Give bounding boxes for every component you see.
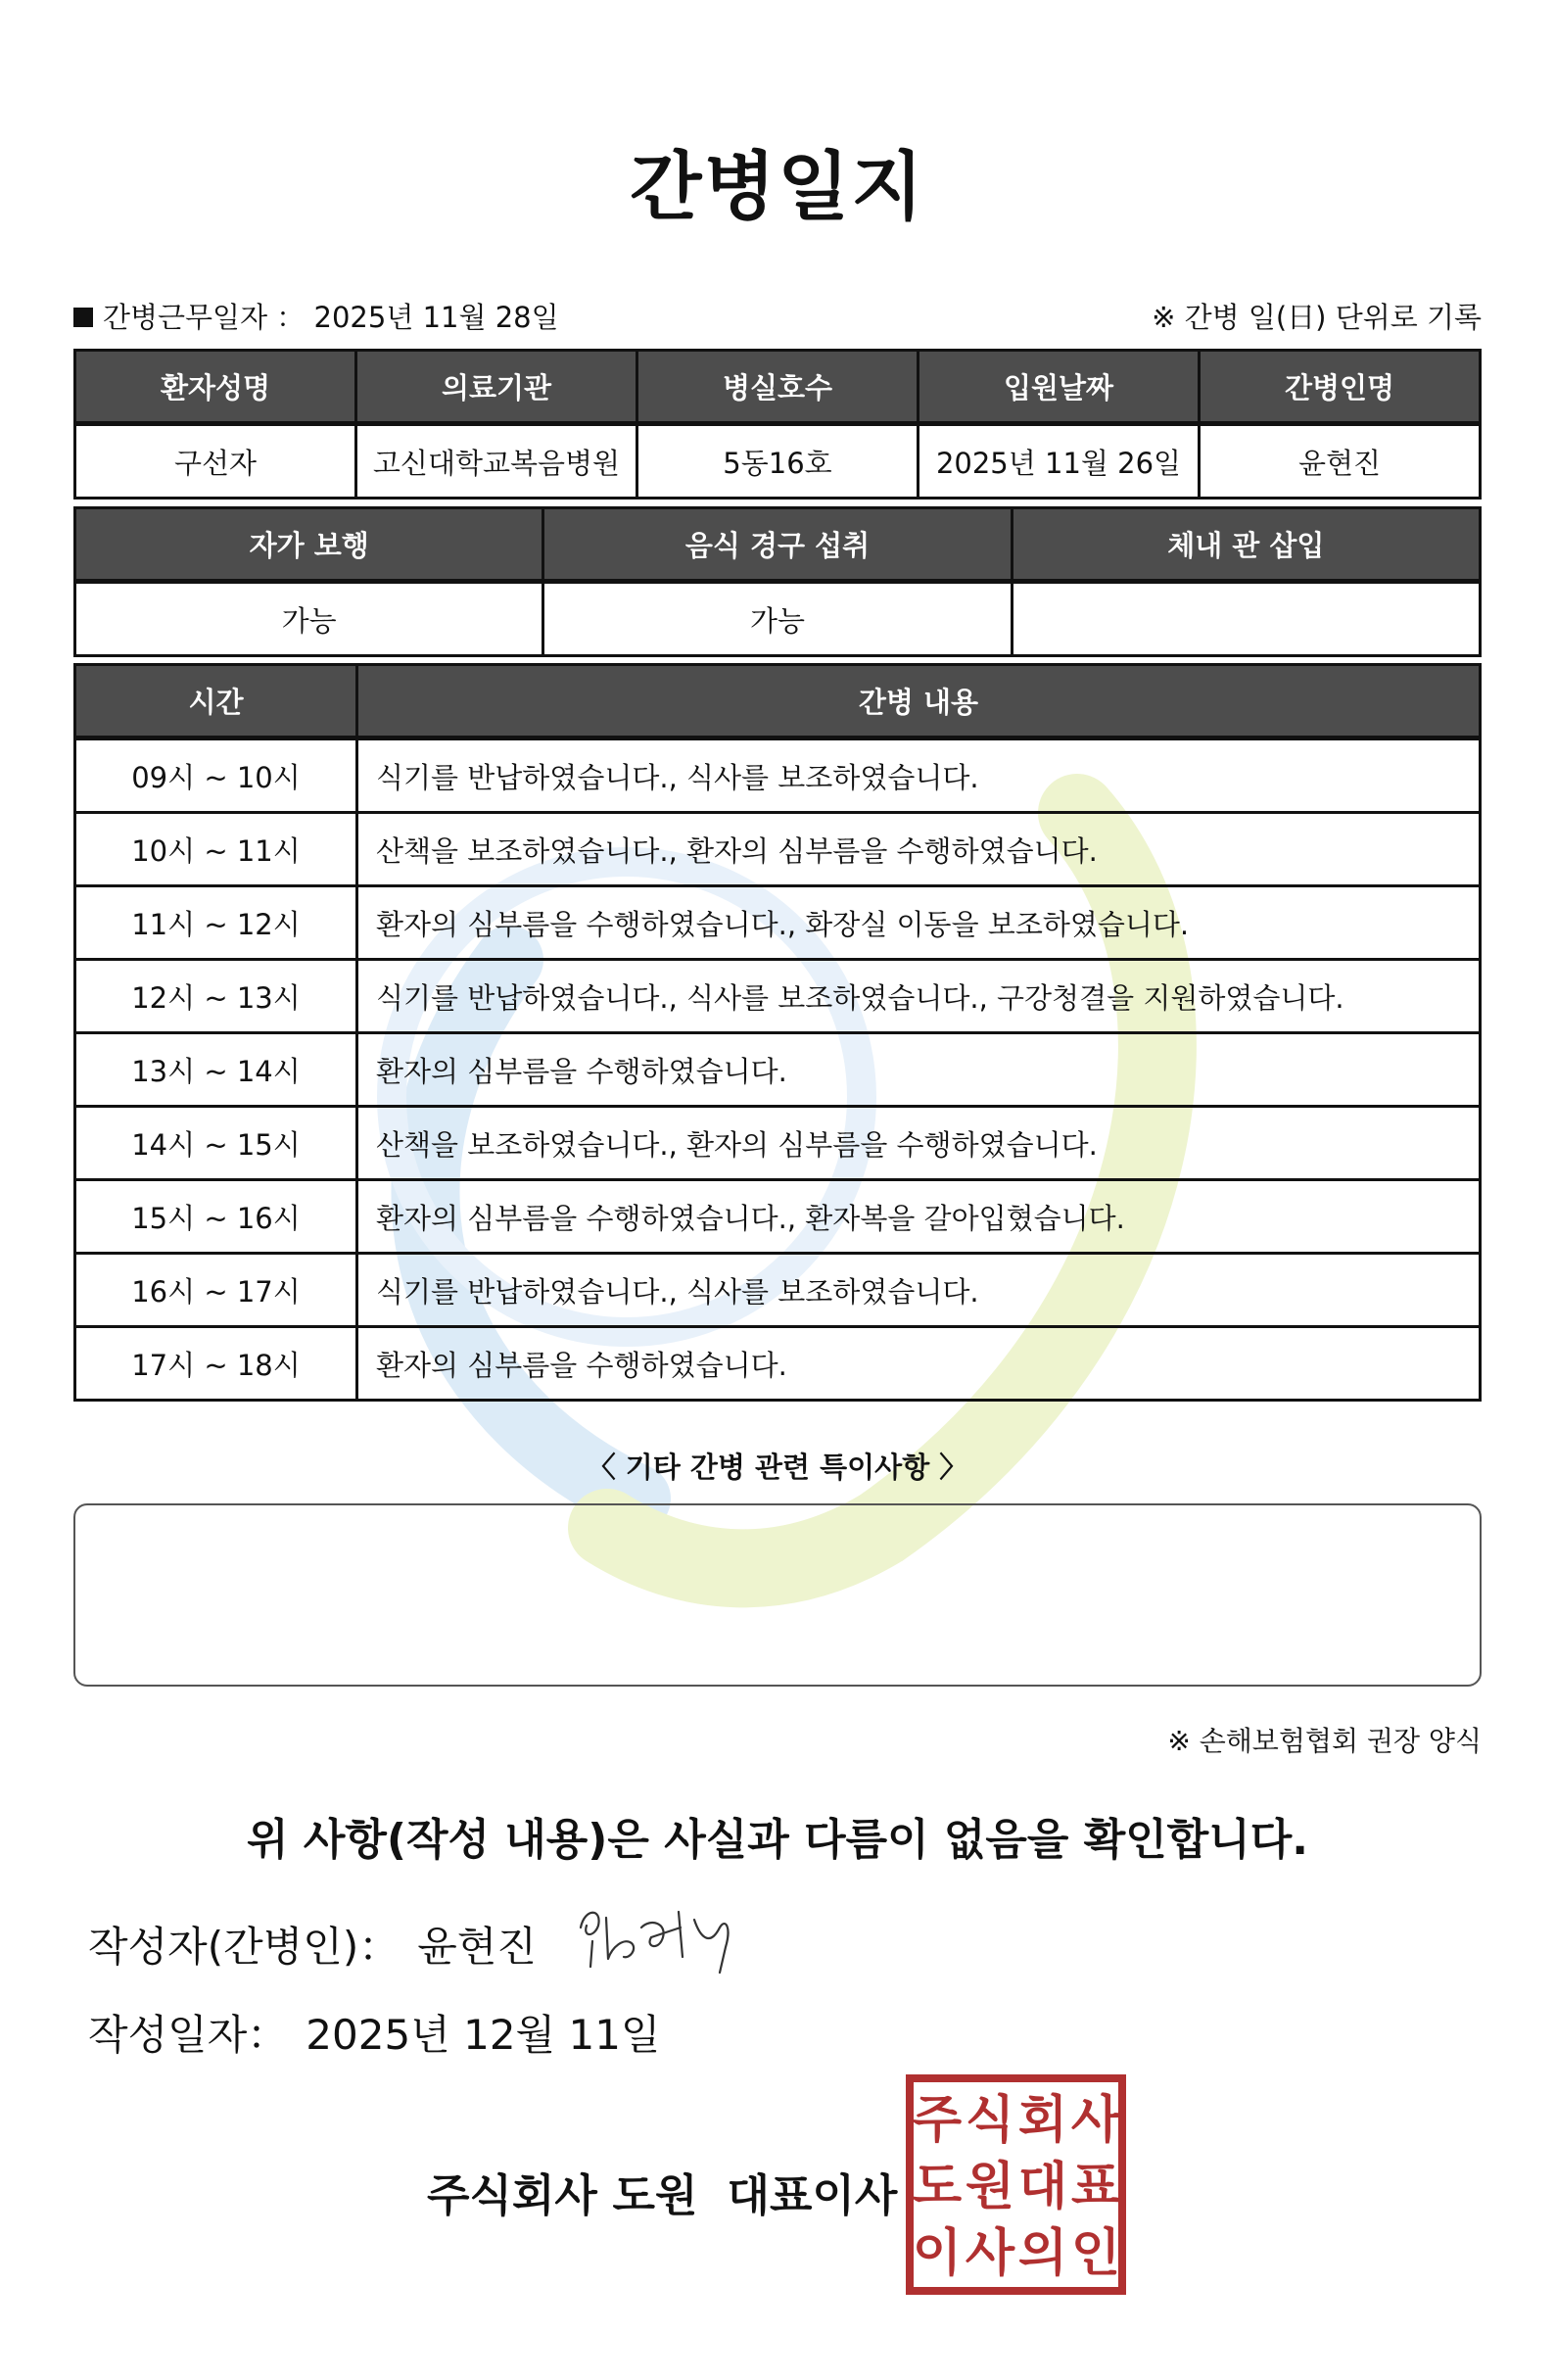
seal-glyph: 원 — [965, 2158, 1015, 2216]
table-row — [75, 1254, 1481, 1327]
square-bullet-icon — [73, 308, 93, 327]
header-care-content: 간병 내용 — [357, 665, 1481, 738]
header-hospital: 의료기관 — [356, 351, 637, 424]
row-time: 12시 ~ 13시 — [75, 960, 357, 1033]
seal-glyph: 사 — [1070, 2091, 1121, 2150]
unit-note: ※ 간병 일(日) 단위로 기록 — [1152, 301, 1482, 334]
work-date-label: 간병근무일자 ： — [103, 301, 306, 334]
header-patient-name: 환자성명 — [75, 351, 356, 424]
writer-line — [88, 1915, 537, 1974]
written-date-line — [88, 2003, 661, 2062]
row-time: 13시 ~ 14시 — [75, 1033, 357, 1107]
company-name: 주식회사 도원 — [427, 2169, 698, 2221]
table-row — [75, 1327, 1481, 1401]
seal-glyph: 사 — [965, 2224, 1015, 2283]
notes-box — [73, 1503, 1482, 1687]
written-date-value: 2025년 12월 11일 — [306, 2011, 661, 2059]
table-row — [75, 813, 1481, 886]
table-row — [75, 886, 1481, 960]
written-date-label: 작성일자： — [88, 2011, 289, 2059]
table-row — [75, 1033, 1481, 1107]
row-content: 산책을 보조하였습니다., 환자의 심부름을 수행하였습니다. — [357, 1107, 1481, 1180]
seal-glyph: 인 — [1070, 2224, 1121, 2283]
row-time: 10시 ~ 11시 — [75, 813, 357, 886]
row-content: 환자의 심부름을 수행하였습니다. — [357, 1327, 1481, 1401]
row-content: 산책을 보조하였습니다., 환자의 심부름을 수행하였습니다. — [357, 813, 1481, 886]
seal-glyph: 도 — [912, 2158, 963, 2216]
row-content: 환자의 심부름을 수행하였습니다. — [357, 1033, 1481, 1107]
header-tube-insertion: 체내 관 삽입 — [1012, 508, 1480, 582]
header-room: 병실호수 — [637, 351, 919, 424]
company-signature — [427, 2160, 897, 2223]
seal-glyph: 회 — [1017, 2091, 1068, 2150]
table-row — [75, 1107, 1481, 1180]
seal-glyph: 주 — [912, 2091, 963, 2150]
table-row — [75, 1180, 1481, 1254]
row-time: 11시 ~ 12시 — [75, 886, 357, 960]
row-content: 식기를 반납하였습니다., 식사를 보조하였습니다., 구강청결을 지원하였습니다. — [357, 960, 1481, 1033]
room-number: 5동16호 — [637, 424, 919, 499]
page-title: 간병일지 — [630, 143, 925, 230]
work-date-value: 2025년 11월 28일 — [313, 301, 559, 334]
seal-glyph: 의 — [1017, 2224, 1068, 2283]
walking-status: 가능 — [75, 582, 543, 656]
header-walking: 자가 보행 — [75, 508, 543, 582]
ceo-title: 대표이사 — [727, 2169, 898, 2221]
header-admission-date: 입원날짜 — [919, 351, 1200, 424]
tube-insertion-status — [1012, 582, 1480, 656]
header-caregiver-name: 간병인명 — [1200, 351, 1481, 424]
confirmation-statement: 위 사항(작성 내용)은 사실과 다름이 없음을 확인합니다. — [247, 1815, 1308, 1865]
seal-glyph: 대 — [1017, 2158, 1068, 2216]
row-time: 15시 ~ 16시 — [75, 1180, 357, 1254]
table-row — [75, 738, 1481, 813]
row-time: 16시 ~ 17시 — [75, 1254, 357, 1327]
caregiver-name: 윤현진 — [1200, 424, 1481, 499]
company-seal — [906, 2074, 1126, 2295]
seal-glyph: 식 — [965, 2091, 1015, 2150]
admission-date: 2025년 11월 26일 — [919, 424, 1200, 499]
seal-glyph: 이 — [912, 2224, 963, 2283]
header-time: 시간 — [75, 665, 357, 738]
row-content: 환자의 심부름을 수행하였습니다., 환자복을 갈아입혔습니다. — [357, 1180, 1481, 1254]
row-content: 식기를 반납하였습니다., 식사를 보조하였습니다. — [357, 738, 1481, 813]
patient-name: 구선자 — [75, 424, 356, 499]
form-footnote: ※ 손해보험협회 권장 양식 — [1167, 1725, 1482, 1757]
row-time: 14시 ~ 15시 — [75, 1107, 357, 1180]
row-time: 17시 ~ 18시 — [75, 1327, 357, 1401]
work-date — [73, 296, 559, 336]
care-log-table — [73, 663, 1482, 1402]
patient-info-table — [73, 349, 1482, 500]
header-oral-intake: 음식 경구 섭취 — [543, 508, 1012, 582]
row-content: 환자의 심부름을 수행하였습니다., 화장실 이동을 보조하였습니다. — [357, 886, 1481, 960]
writer-label: 작성자(간병인)： — [88, 1923, 401, 1971]
hospital: 고신대학교복음병원 — [356, 424, 637, 499]
table-row — [75, 960, 1481, 1033]
row-time: 09시 ~ 10시 — [75, 738, 357, 813]
seal-glyph: 표 — [1070, 2158, 1121, 2216]
row-content: 식기를 반납하였습니다., 식사를 보조하였습니다. — [357, 1254, 1481, 1327]
patient-status-table — [73, 506, 1482, 657]
handwritten-signature — [573, 1898, 749, 1976]
notes-title: 〈 기타 간병 관련 특이사항 〉 — [587, 1451, 968, 1484]
writer-name: 윤현진 — [417, 1923, 537, 1971]
oral-intake-status: 가능 — [543, 582, 1012, 656]
